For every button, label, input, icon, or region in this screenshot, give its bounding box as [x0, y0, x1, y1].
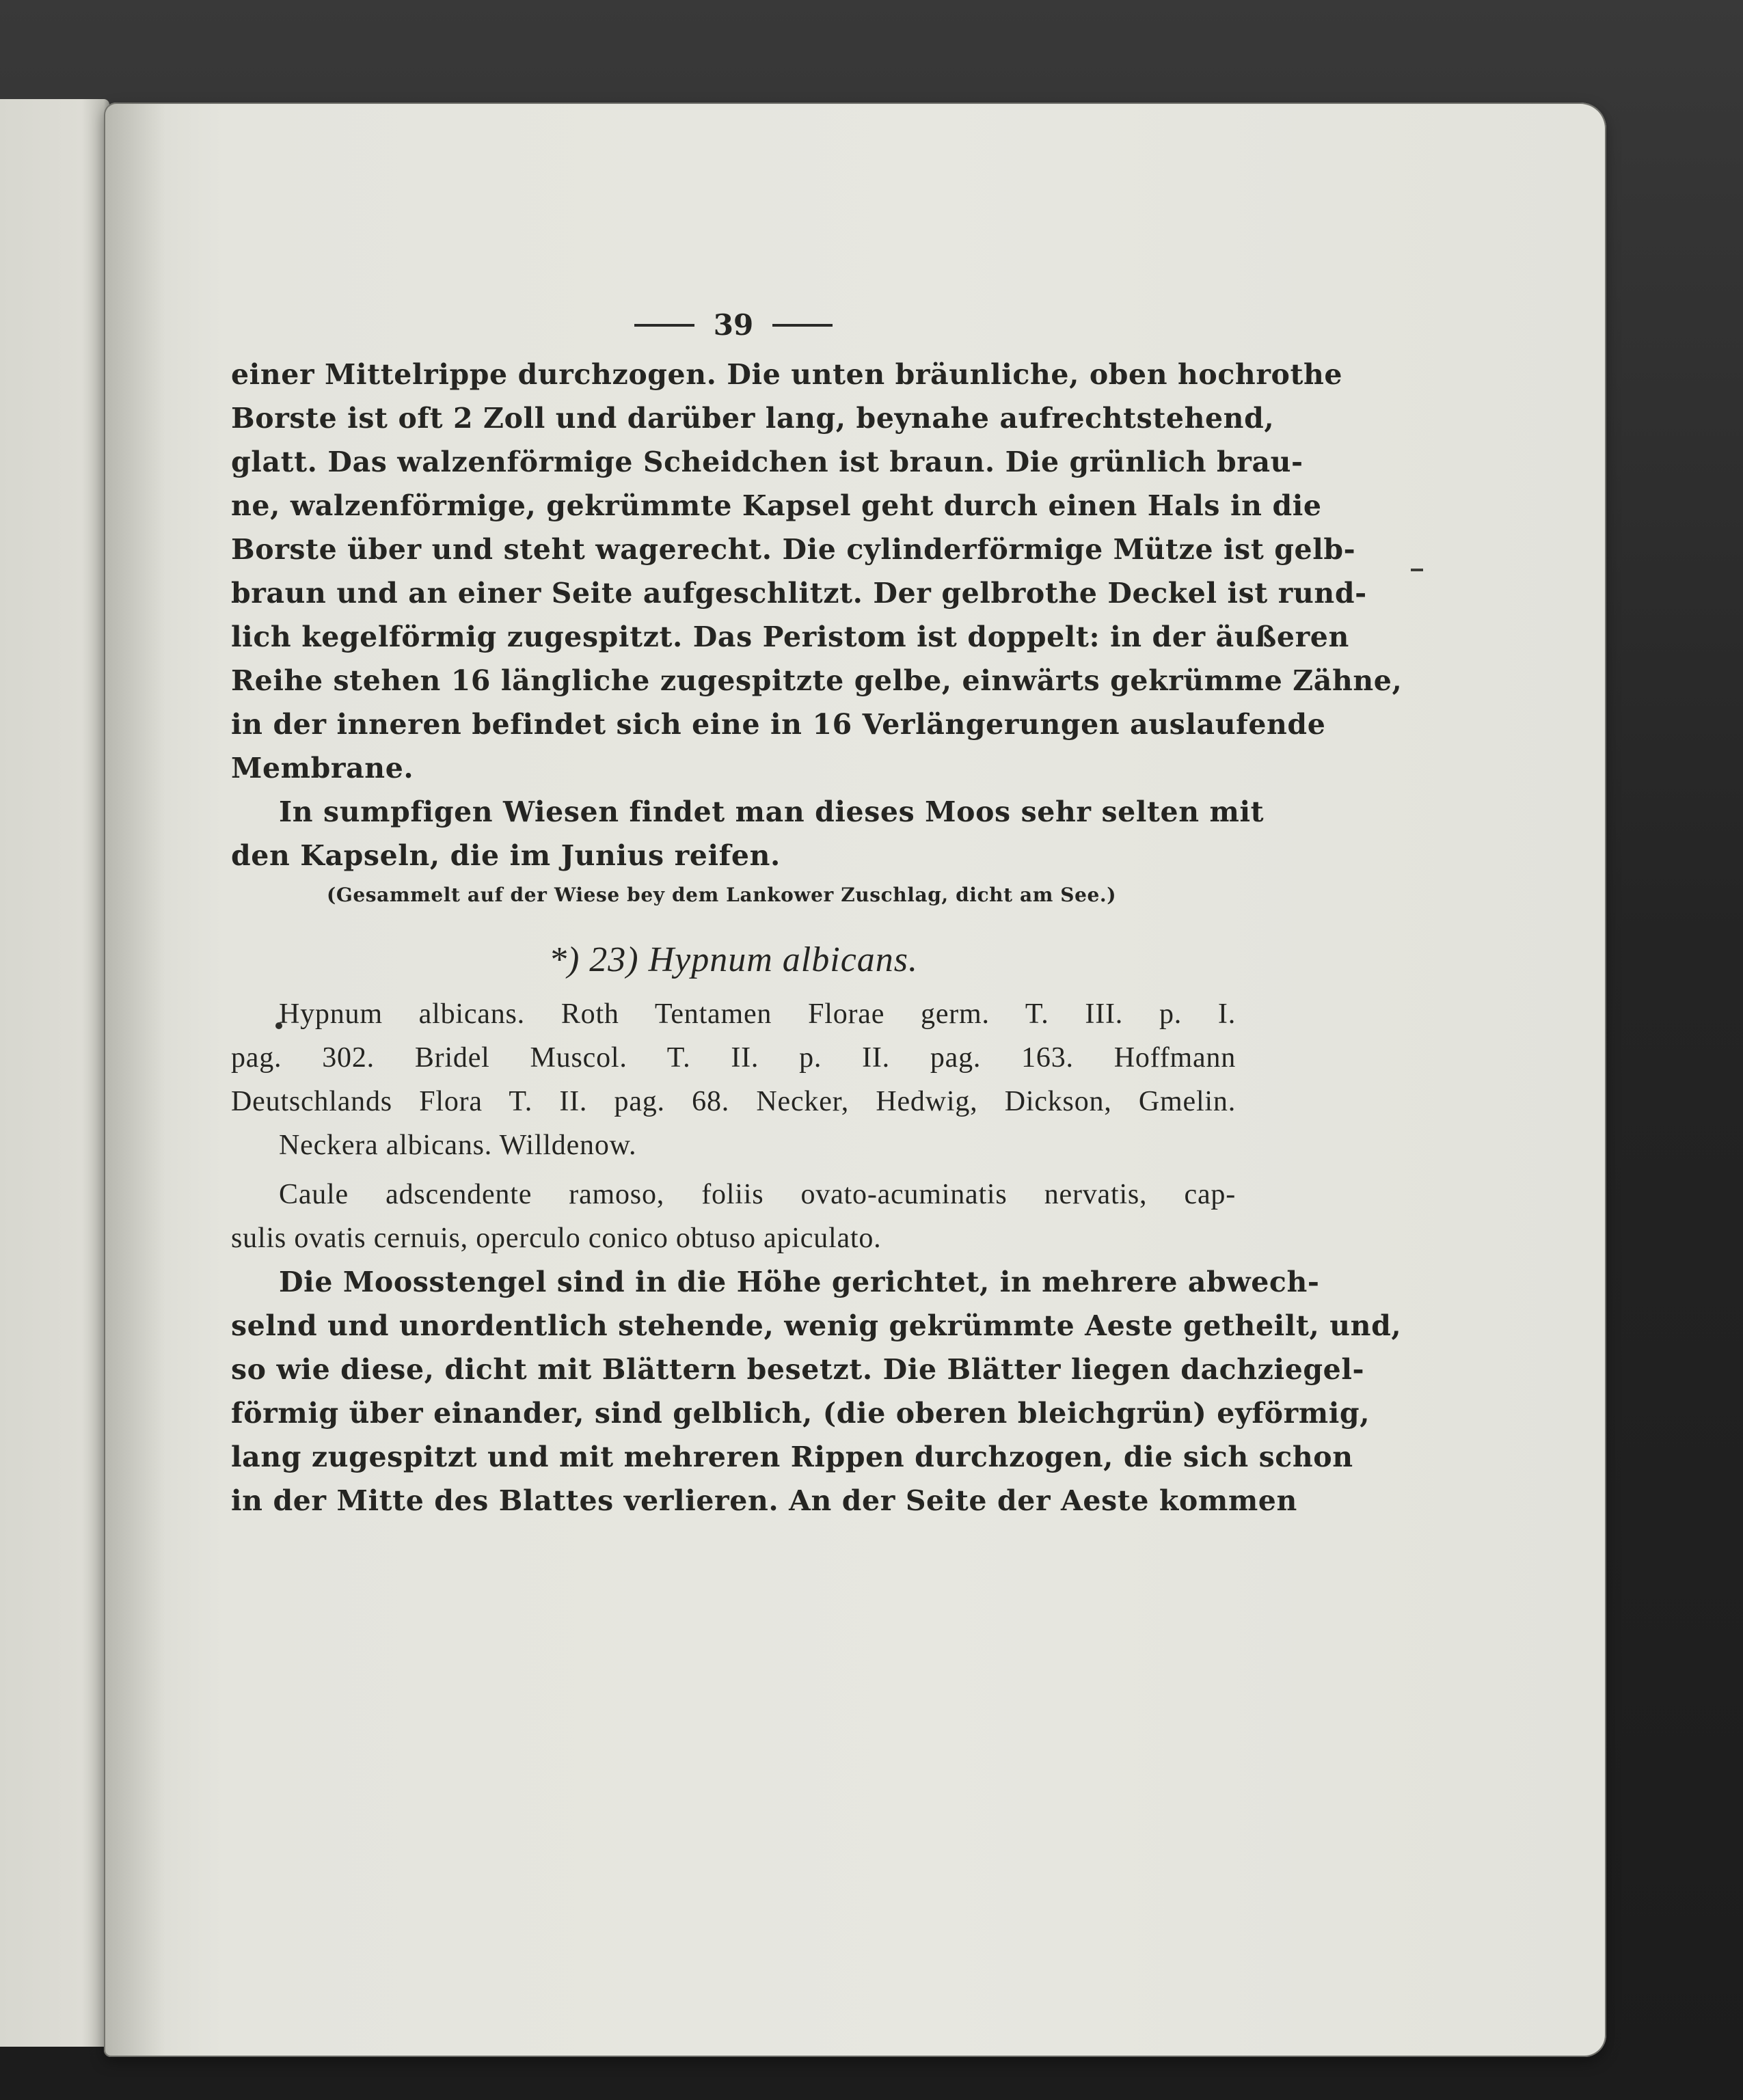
text-line: Membrane. — [231, 752, 414, 785]
left-page-edge — [0, 99, 109, 2047]
text-line: den Kapseln, die im Junius reifen. — [231, 839, 781, 872]
description-line: in der Mitte des Blattes verlieren. An der Seite der Aeste kommen — [231, 1484, 1297, 1517]
text-line: lich kegelförmig zugespitzt. Das Peristom ist doppelt: in der äußeren — [231, 621, 1349, 653]
page-text-block — [231, 301, 1403, 1523]
text-line: Borste ist oft 2 Zoll und darüber lang, beynahe aufrechtstehend, — [231, 402, 1275, 435]
description-line: förmig über einander, sind gelblich, (die oberen bleichgrün) eyförmig, — [231, 1397, 1370, 1430]
text-line: in der inneren befindet sich eine in 16 Verlängerungen auslaufende — [231, 708, 1326, 741]
page-number: 39 — [713, 308, 754, 342]
synonym-line: Hypnum albicans. Roth Tentamen Florae germ. T. III. p. I. — [279, 998, 1236, 1030]
text-line: Reihe stehen 16 längliche zugespitzte gelbe, einwärts gekrümme Zähne, — [231, 664, 1403, 697]
spacer — [231, 1167, 1236, 1173]
description-line: Die Moosstengel sind in die Höhe gerichtet, in mehrere abwech- — [279, 1266, 1320, 1298]
header-rule-left — [634, 324, 694, 327]
text-line: braun und an einer Seite aufgeschlitzt. Der gelbrothe Deckel ist rund- — [231, 577, 1367, 610]
section-heading: *) 23) Hypnum albicans. — [548, 940, 919, 979]
text-line: In sumpfigen Wiesen findet man dieses Moos sehr selten mit — [279, 795, 1265, 828]
description-line: so wie diese, dicht mit Blättern besetzt. Die Blätter liegen dachziegel- — [231, 1353, 1365, 1386]
synonym-line: Deutschlands Flora T. II. pag. 68. Necker, Hedwig, Dickson, Gmelin. — [231, 1086, 1236, 1117]
page-header — [231, 301, 1236, 350]
header-rule-right — [772, 324, 833, 327]
text-line: glatt. Das walzenförmige Scheidchen ist braun. Die grünlich brau- — [231, 446, 1303, 478]
latin-description-line: sulis ovatis cernuis, operculo conico obtuso apiculato. — [231, 1223, 882, 1254]
description-line: selnd und unordentlich stehende, wenig gekrümmte Aeste getheilt, und, — [231, 1309, 1402, 1342]
synonym-line: Neckera albicans. Willdenow. — [279, 1130, 637, 1161]
synonym-line: pag. 302. Bridel Muscol. T. II. p. II. pag. 163. Hoffmann — [231, 1042, 1236, 1074]
text-line: ne, walzenförmige, gekrümmte Kapsel geht durch einen Hals in die — [231, 489, 1322, 522]
page-mark-dash — [1411, 569, 1423, 571]
collected-note: (Gesammelt auf der Wiese bey dem Lankower Zuschlag, dicht am See.) — [327, 884, 1117, 906]
description-line: lang zugespitzt und mit mehreren Rippen durchzogen, die sich schon — [231, 1441, 1353, 1473]
text-line: einer Mittelrippe durchzogen. Die unten bräunliche, oben hochrothe — [231, 358, 1343, 391]
latin-description-line: Caule adscendente ramoso, foliis ovato-acuminatis nervatis, cap- — [279, 1179, 1236, 1210]
text-line: Borste über und steht wagerecht. Die cylinderförmige Mütze ist gelb- — [231, 533, 1356, 566]
page-gutter-shadow — [104, 103, 165, 2057]
